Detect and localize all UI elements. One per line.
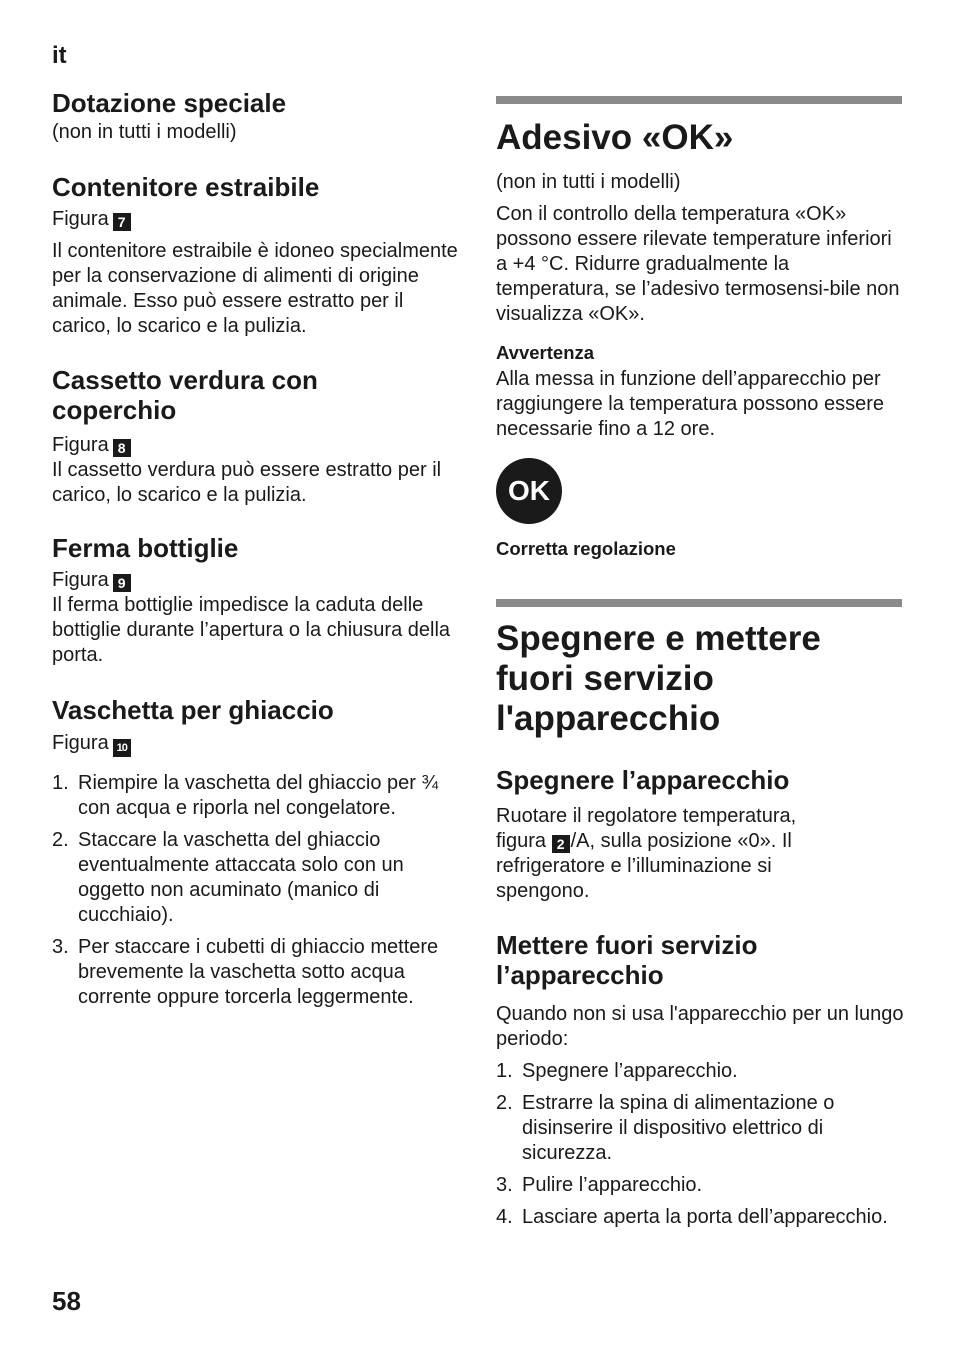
note-dotazione: (non in tutti i modelli): [52, 121, 237, 143]
body-adesivo: Con il controllo della temperatura «OK» possono essere rilevate temperature inferiori a +4 °C. Ridurre gradualmente la temperatura, se l’adesivo termosensi-bile non visualizza «OK».: [496, 203, 900, 325]
title-line: l'apparecchio: [496, 699, 721, 738]
badge-caption: Corretta regolazione: [496, 538, 676, 559]
figure-number-badge: 9: [113, 574, 131, 592]
language-tag: it: [52, 42, 67, 69]
steps-vaschetta: [52, 771, 462, 1010]
list-item: [496, 1091, 906, 1166]
section-title-contenitore: Contenitore estraibile: [52, 172, 320, 202]
step-text: Riempire la vaschetta del ghiaccio per ¾ con acqua e riporla nel congelatore.: [78, 772, 439, 819]
section-title-cassetto: [52, 365, 462, 425]
list-item: [52, 935, 462, 1010]
section-divider: [496, 599, 902, 607]
figure-label: Figura: [52, 569, 109, 591]
title-line: Cassetto verdura con: [52, 365, 318, 395]
title-line: l’apparecchio: [496, 960, 664, 990]
step-text: Lasciare aperta la porta dell’apparecchio.: [522, 1206, 888, 1228]
body-text: Ruotare il regolatore temperatura, figura: [496, 805, 797, 852]
step-text: Spegnere l’apparecchio.: [522, 1060, 738, 1082]
step-number: 2.: [52, 829, 69, 851]
list-item: [52, 828, 462, 928]
list-item: [496, 1173, 906, 1198]
figure-ref-ferma: [52, 568, 462, 593]
list-item: [52, 771, 462, 821]
subsection-title-fuori-servizio: [496, 930, 906, 990]
figure-number-badge: 10: [113, 739, 131, 757]
steps-fuori-servizio: [496, 1059, 906, 1230]
body-ferma: Il ferma bottiglie impedisce la caduta delle bottiglie durante l’apertura o la chiusura della porta.: [52, 594, 451, 666]
subsection-title-spegnere: Spegnere l’apparecchio: [496, 765, 790, 795]
body-contenitore: Il contenitore estraibile è idoneo specialmente per la conservazione di alimenti di origine animale. Esso può essere estratto per il carico, lo scarico e la pulizia.: [52, 240, 458, 337]
list-item: [496, 1059, 906, 1084]
section-title-ferma: Ferma bottiglie: [52, 533, 239, 563]
title-line: coperchio: [52, 395, 177, 425]
step-text: Estrarre la spina di alimentazione o disinserire il dispositivo elettrico di sicurezza.: [522, 1092, 835, 1164]
body-text: /A, sulla posizione «0». Il refrigeratore e l’illuminazione si spengono.: [496, 830, 792, 902]
section-title-vaschetta: Vaschetta per ghiaccio: [52, 695, 334, 725]
list-item: [496, 1205, 906, 1230]
title-line: Spegnere e mettere: [496, 619, 821, 658]
page-number: 58: [52, 1286, 81, 1316]
figure-ref-cassetto: [52, 433, 462, 458]
step-text: Staccare la vaschetta del ghiaccio eventualmente attaccata solo con un oggetto non acuminato (manico di cucchiaio).: [78, 829, 404, 926]
section-title-adesivo: Adesivo «OK»: [496, 118, 734, 157]
step-number: 2.: [496, 1092, 513, 1114]
step-number: 4.: [496, 1206, 513, 1228]
figure-number-badge: 2: [552, 835, 570, 853]
figure-label: Figura: [52, 208, 109, 230]
step-number: 1.: [496, 1060, 513, 1082]
section-divider: [496, 96, 902, 104]
right-column: [496, 96, 906, 1230]
body-spegnere: [496, 804, 846, 904]
step-number: 3.: [52, 936, 69, 958]
warning-body: Alla messa in funzione dell’apparecchio per raggiungere la temperatura possono essere necessarie fino a 12 ore.: [496, 368, 885, 440]
step-number: 3.: [496, 1174, 513, 1196]
section-title-dotazione: Dotazione speciale: [52, 88, 287, 118]
note-adesivo: (non in tutti i modelli): [496, 171, 681, 193]
figure-ref-contenitore: [52, 207, 462, 232]
figure-number-badge: 7: [113, 213, 131, 231]
section-title-spegnere: [496, 619, 906, 739]
body-cassetto: Il cassetto verdura può essere estratto per il carico, lo scarico e la pulizia.: [52, 459, 442, 506]
left-column: [52, 88, 462, 1010]
warning-title: Avvertenza: [496, 342, 595, 363]
ok-badge-icon: OK: [496, 458, 562, 524]
step-text: Per staccare i cubetti di ghiaccio mettere brevemente la vaschetta sotto acqua corrente oppure torcerla leggermente.: [78, 936, 439, 1008]
figure-label: Figura: [52, 434, 109, 456]
intro-fuori-servizio: Quando non si usa l'apparecchio per un lungo periodo:: [496, 1003, 904, 1050]
step-text: Pulire l’apparecchio.: [522, 1174, 703, 1196]
title-line: Mettere fuori servizio: [496, 930, 758, 960]
step-number: 1.: [52, 772, 69, 794]
figure-number-badge: 8: [113, 439, 131, 457]
figure-ref-vaschetta: [52, 731, 462, 757]
figure-label: Figura: [52, 732, 109, 754]
title-line: fuori servizio: [496, 659, 714, 698]
